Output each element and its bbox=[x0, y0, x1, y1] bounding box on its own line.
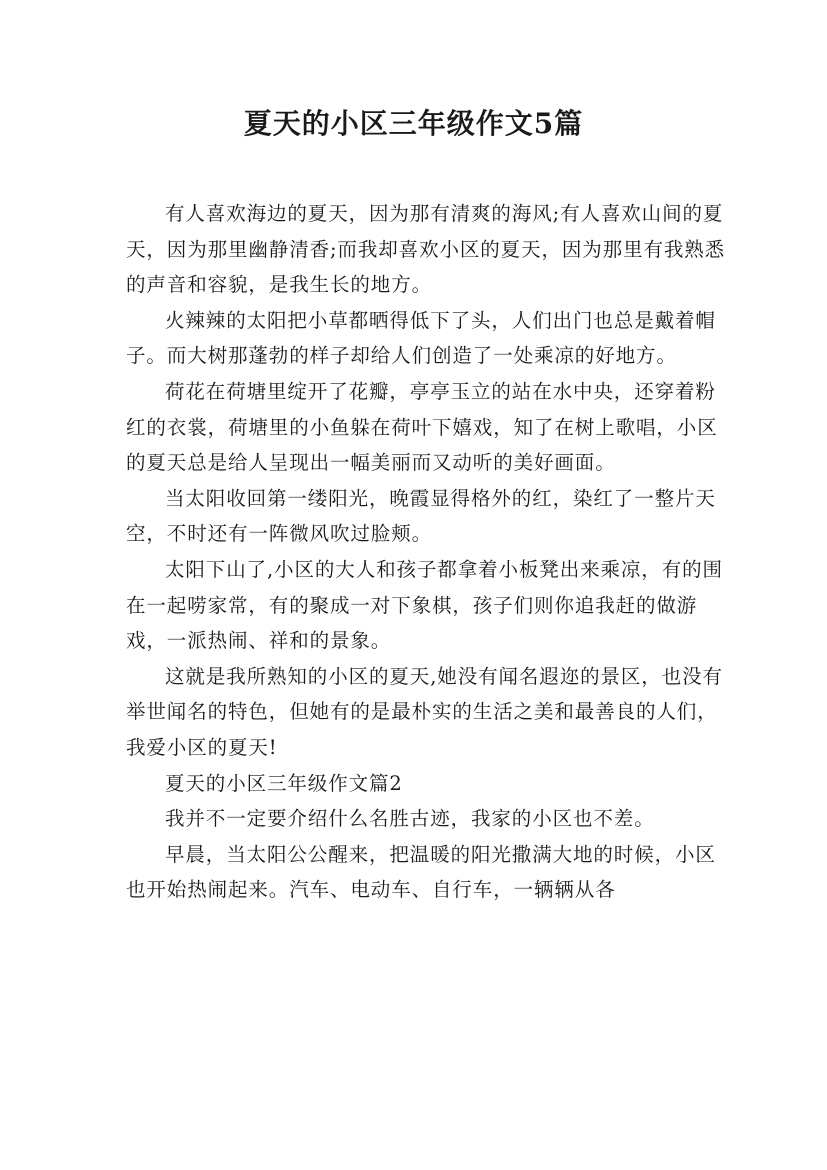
paragraph: 当太阳收回第一缕阳光，晚霞显得格外的红，染红了一整片天空，不时还有一阵微风吹过脸颊。 bbox=[126, 486, 716, 546]
document-title: 夏天的小区三年级作文5篇 bbox=[243, 107, 584, 140]
paragraph: 我并不一定要介绍什么名胜古迹，我家的小区也不差。 bbox=[165, 807, 655, 831]
paragraph: 有人喜欢海边的夏天，因为那有清爽的海风;有人喜欢山间的夏天，因为那里幽静清香;而我却喜欢小区的夏天，因为那里有我熟悉的声音和容貌，是我生长的地方。 bbox=[126, 202, 726, 297]
section-heading: 夏天的小区三年级作文篇2 bbox=[165, 771, 403, 795]
paragraph: 这就是我所熟知的小区的夏天,她没有闻名遐迩的景区，也没有举世闻名的特色，但她有的是最朴实的生活之美和最善良的人们，我爱小区的夏天! bbox=[126, 664, 723, 759]
paragraph: 早晨，当太阳公公醒来，把温暖的阳光撒满大地的时候，小区也开始热闹起来。汽车、电动车、自行车，一辆辆从各 bbox=[126, 842, 716, 902]
document-body bbox=[126, 196, 726, 908]
paragraph: 荷花在荷塘里绽开了花瓣，亭亭玉立的站在水中央，还穿着粉红的衣裳，荷塘里的小鱼躲在荷叶下嬉戏，知了在树上歌唱，小区的夏天总是给人呈现出一幅美丽而又动听的美好画面。 bbox=[126, 379, 718, 475]
paragraph: 太阳下山了,小区的大人和孩子都拿着小板凳出来乘凉，有的围在一起唠家常，有的聚成一对下象棋，孩子们则你追我赶的做游戏，一派热闹、祥和的景象。 bbox=[126, 557, 723, 653]
paragraph: 火辣辣的太阳把小草都晒得低下了头，人们出门也总是戴着帽子。而大树那蓬勃的样子却给人们创造了一处乘凉的好地方。 bbox=[126, 308, 716, 368]
